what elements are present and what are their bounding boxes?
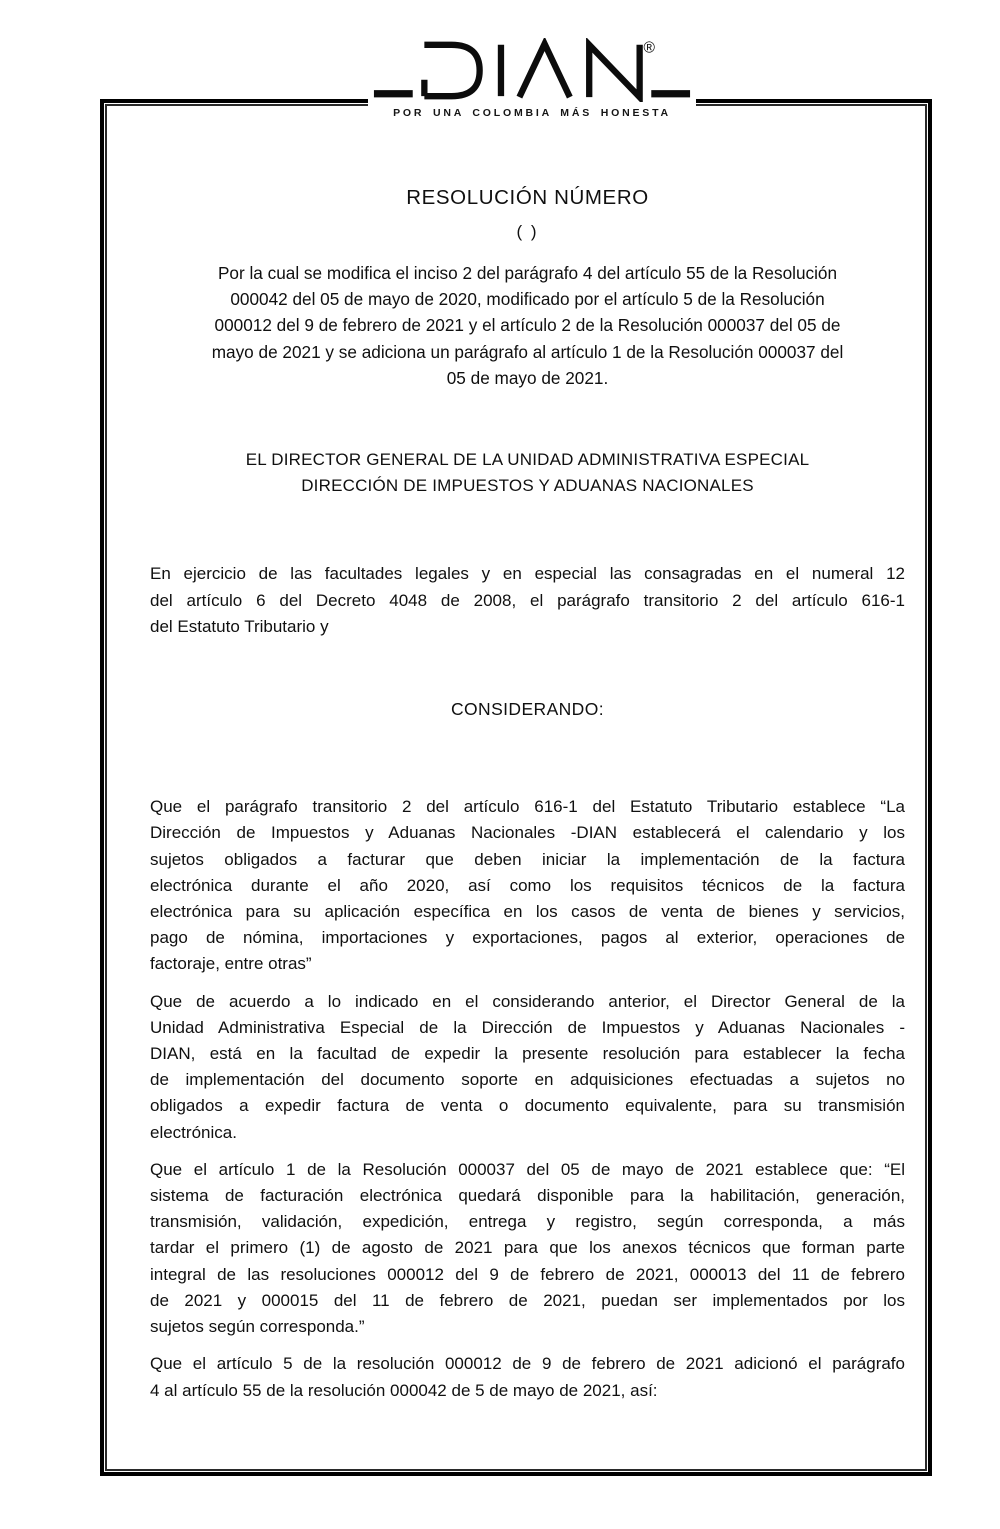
text-line: Que de acuerdo a lo indicado en el considerando anterior, el Director General de la <box>150 991 905 1011</box>
text-line: EL DIRECTOR GENERAL DE LA UNIDAD ADMINISTRATIVA ESPECIAL <box>245 450 810 470</box>
text-line: sujetos obligados a facturar que deben iniciar la implementación de la factura <box>150 849 905 869</box>
text-line: de 2021 y 000015 del 11 de febrero de 2021, puedan ser implementados por los <box>150 1290 905 1310</box>
considering-paragraph-4 <box>150 1351 905 1403</box>
text-line: tardar el primero (1) de agosto de 2021 para que los anexos técnicos que forman parte <box>150 1238 905 1258</box>
text-line: mayo de 2021 y se adiciona un parágrafo al artículo 1 de la Resolución 000037 del <box>211 341 844 362</box>
text-line: DIRECCIÓN DE IMPUESTOS Y ADUANAS NACIONALES <box>301 476 754 496</box>
text-line: Que el artículo 1 de la Resolución 000037 del 05 de mayo de 2021 establece que: “El <box>150 1159 905 1179</box>
text-line: transmisión, validación, expedición, entrega y registro, según corresponda, a más <box>150 1212 905 1232</box>
considering-paragraph-2 <box>150 989 905 1146</box>
text-line: factoraje, entre otras” <box>150 954 312 974</box>
text-line: 05 de mayo de 2021. <box>446 367 609 388</box>
resolution-number-placeholder: ( ) <box>516 222 539 241</box>
considering-paragraph-1 <box>150 794 905 977</box>
text-line: Unidad Administrativa Especial de la Dirección de Impuestos y Aduanas Nacionales - <box>150 1017 905 1037</box>
text-line: DIAN, está en la facultad de expedir la presente resolución para establecer la fecha <box>150 1044 905 1064</box>
resolution-subject <box>150 260 905 391</box>
resolution-title: RESOLUCIÓN NÚMERO <box>406 186 649 209</box>
text-line: obligados a expedir factura de venta o documento equivalente, para su transmisión <box>150 1096 905 1116</box>
registered-trademark-icon: ® <box>643 39 655 57</box>
text-line: 4 al artículo 55 de la resolución 000042 de 5 de mayo de 2021, así: <box>150 1380 658 1400</box>
text-line: Por la cual se modifica el inciso 2 del parágrafo 4 del artículo 55 de la Resolución <box>217 263 838 283</box>
dian-logo <box>368 38 696 126</box>
text-line: integral de las resoluciones 000012 del 9 de febrero de 2021, 000013 del 11 de febrero <box>150 1264 905 1284</box>
text-line: Dirección de Impuestos y Aduanas Nacionales -DIAN establecerá el calendario y los <box>150 823 905 843</box>
text-line: Que el artículo 5 de la resolución 000012 de 9 de febrero de 2021 adicionó el parágrafo <box>150 1354 905 1374</box>
logo-letter-d <box>424 45 479 96</box>
considering-paragraph-3 <box>150 1157 905 1340</box>
logo-letter-a <box>519 44 569 97</box>
logo-letter-n <box>589 45 639 97</box>
text-line: 000012 del 9 de febrero de 2021 y el artículo 2 de la Resolución 000037 del 05 de <box>214 315 841 336</box>
text-line: del artículo 6 del Decreto 4048 de 2008, el parágrafo transitorio 2 del artículo 616-1 <box>150 590 905 610</box>
text-line: En ejercicio de las facultades legales y en especial las consagradas en el numeral 12 <box>150 564 905 584</box>
considering-heading: CONSIDERANDO: <box>451 699 604 720</box>
issuing-authority-heading <box>150 447 905 499</box>
legal-preamble <box>150 561 905 640</box>
text-line: 000042 del 05 de mayo de 2020, modificado por el artículo 5 de la Resolución <box>230 289 825 310</box>
text-line: sistema de facturación electrónica quedará disponible para la habilitación, generación, <box>150 1186 905 1206</box>
text-line: pago de nómina, importaciones y exportaciones, pagos al exterior, operaciones de <box>150 928 905 948</box>
text-line: electrónica para su aplicación específica en los casos de venta de bienes y servicios, <box>150 902 905 922</box>
text-line: electrónica durante el año 2020, así como los requisitos técnicos de la factura <box>150 875 905 895</box>
document-content <box>150 186 905 1404</box>
dian-wordmark-icon <box>372 38 692 102</box>
logo-tagline: POR UNA COLOMBIA MÁS HONESTA <box>393 107 671 119</box>
text-line: del Estatuto Tributario y <box>150 616 329 636</box>
text-line: electrónica. <box>150 1122 237 1142</box>
text-line: Que el parágrafo transitorio 2 del artículo 616-1 del Estatuto Tributario establece “La <box>150 797 905 817</box>
text-line: de implementación del documento soporte en adquisiciones efectuadas a sujetos no <box>150 1070 905 1090</box>
text-line: sujetos según corresponda.” <box>150 1317 365 1337</box>
